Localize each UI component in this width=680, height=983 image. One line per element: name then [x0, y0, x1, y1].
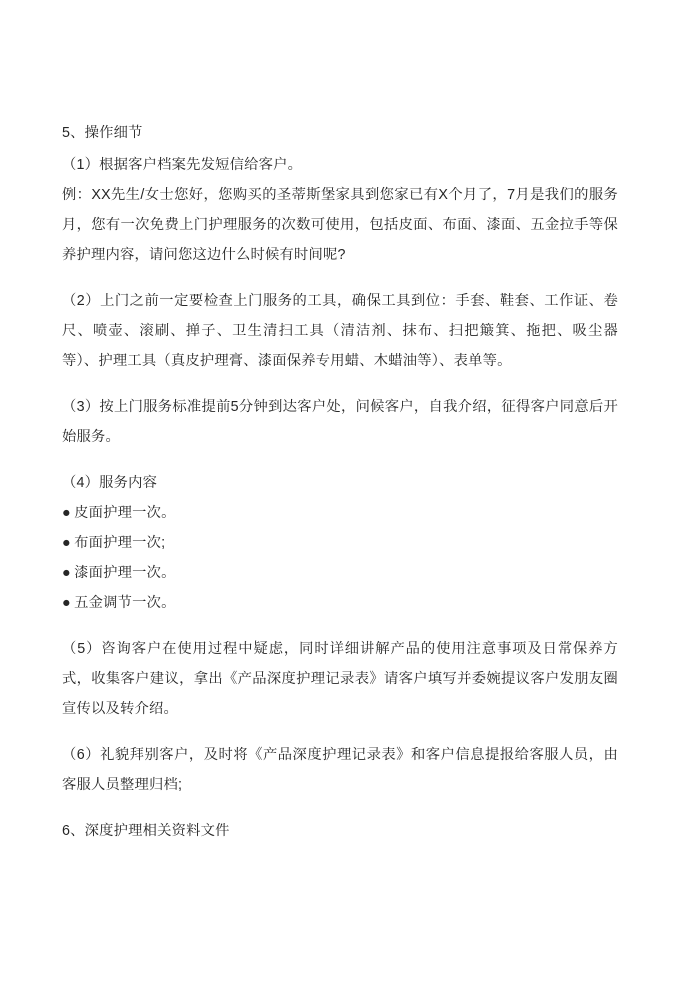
paragraph-item-5	[62, 634, 618, 724]
bullet-list-service-content	[62, 498, 618, 618]
bullet-marker-icon: ●	[62, 565, 71, 582]
list-item	[62, 528, 618, 558]
section-heading-operation-details	[62, 118, 618, 148]
spacer	[62, 800, 618, 816]
paragraph-item-5-text: （5）咨询客户在使用过程中疑虑，同时详细讲解产品的使用注意事项及日常保养方式，收集客户建议，拿出《产品深度护理记录表》请客户填写并委婉提议客户发朋友圈宣传以及转介绍。	[62, 641, 618, 718]
section-heading-deep-care-documents	[62, 816, 618, 846]
paragraph-item-3-text: （3）按上门服务标准提前5分钟到达客户处，问候客户，自我介绍，征得客户同意后开始服务。	[62, 399, 618, 446]
paragraph-item-3	[62, 392, 618, 452]
list-item-label: 皮面护理一次。	[74, 505, 176, 522]
paragraph-item-2	[62, 286, 618, 376]
paragraph-item-4	[62, 468, 618, 498]
list-item	[62, 558, 618, 588]
spacer	[62, 452, 618, 468]
list-item-label: 布面护理一次;	[74, 535, 166, 552]
bullet-marker-icon: ●	[62, 595, 71, 612]
section-heading-deep-care-documents-text: 6、深度护理相关资料文件	[62, 823, 230, 840]
document-body	[62, 118, 618, 846]
paragraph-item-2-text: （2）上门之前一定要检查上门服务的工具，确保工具到位：手套、鞋套、工作证、卷尺、喷壶、滚刷、掸子、卫生清扫工具（清洁剂、抹布、扫把簸箕、拖把、吸尘器等）、护理工具（真皮护理膏、漆面保养专用蜡、木蜡油等）、表单等。	[62, 293, 618, 370]
paragraph-item-4-text: （4）服务内容	[62, 475, 158, 492]
spacer	[62, 376, 618, 392]
spacer	[62, 270, 618, 286]
paragraph-item-1-text: （1）根据客户档案先发短信给客户。	[62, 157, 303, 174]
paragraph-item-1	[62, 150, 618, 180]
paragraph-item-1-example	[62, 180, 618, 270]
list-item	[62, 588, 618, 618]
paragraph-item-1-example-text: 例：XX先生/女士您好，您购买的圣蒂斯堡家具到您家已有X个月了，7月是我们的服务月，您有一次免费上门护理服务的次数可使用，包括皮面、布面、漆面、五金拉手等保养护理内容，请问您这边什么时候有时间呢?	[62, 187, 618, 264]
list-item-label: 五金调节一次。	[74, 595, 176, 612]
paragraph-item-6-text: （6）礼貌拜别客户，及时将《产品深度护理记录表》和客户信息提报给客服人员，由客服人员整理归档;	[62, 747, 618, 794]
paragraph-item-6	[62, 740, 618, 800]
list-item-label: 漆面护理一次。	[74, 565, 176, 582]
spacer	[62, 618, 618, 634]
spacer	[62, 724, 618, 740]
list-item	[62, 498, 618, 528]
section-heading-operation-details-text: 5、操作细节	[62, 125, 143, 141]
bullet-marker-icon: ●	[62, 535, 71, 552]
bullet-marker-icon: ●	[62, 505, 71, 522]
